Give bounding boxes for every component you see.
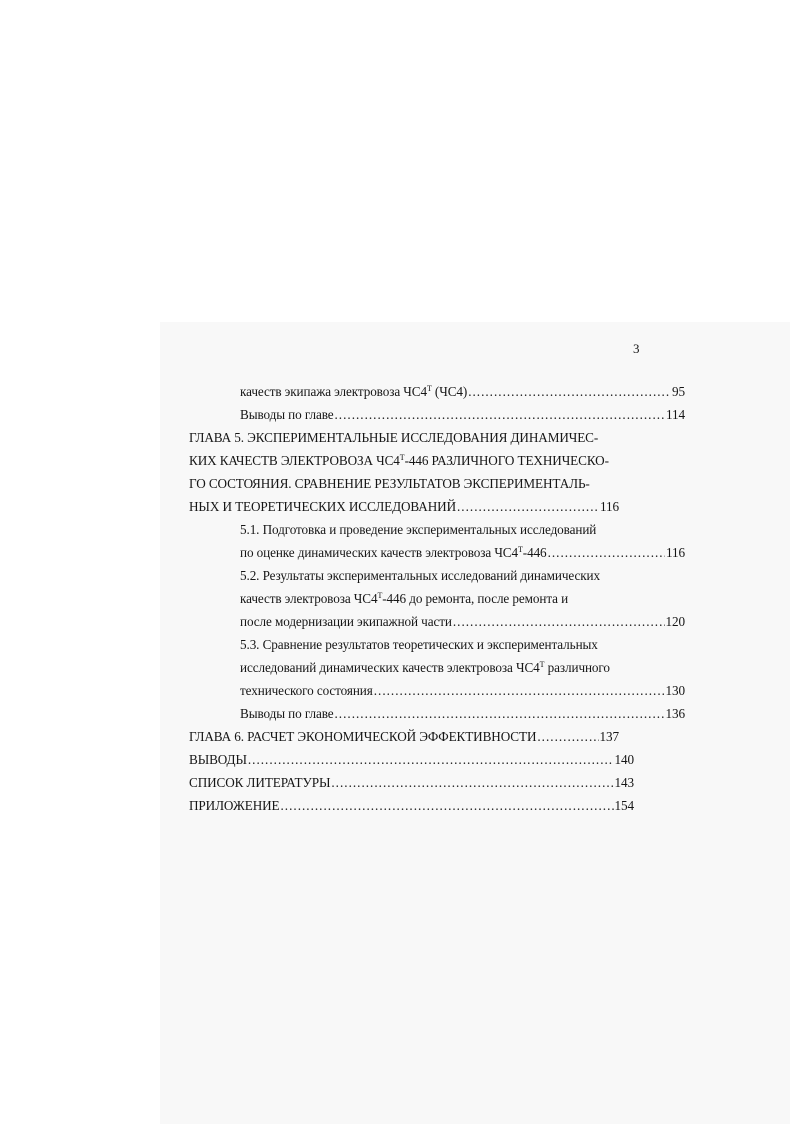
leader-dots bbox=[453, 610, 665, 633]
leader-dots bbox=[335, 403, 666, 426]
toc-subsection[interactable]: 5.2. Результаты экспериментальных исследований динамических bbox=[240, 568, 600, 583]
toc-page-number: 137 bbox=[599, 729, 619, 744]
leader-dots bbox=[537, 725, 598, 748]
toc-subsection-continued[interactable]: качеств электровоза $ЧС4^Т-446$ до ремонта, после ремонта и bbox=[240, 591, 569, 606]
toc-page-number: 143 bbox=[614, 775, 634, 790]
leader-dots bbox=[468, 380, 671, 403]
leader-dots bbox=[457, 495, 599, 518]
toc-entry[interactable]: ВЫВОДЫ ..... 140 bbox=[189, 748, 634, 771]
toc-page-number: 116 bbox=[666, 545, 685, 560]
toc-subsection-continued[interactable]: после модернизации экипажной части ..... 120 bbox=[189, 610, 685, 633]
toc-entry[interactable]: качеств экипажа электровоза $ЧС4^Т$ (ЧС4) ..... 95 bbox=[189, 380, 685, 403]
toc-entry[interactable]: ГЛАВА 6. РАСЧЕТ ЭКОНОМИЧЕСКОЙ ЭФФЕКТИВНОСТИ ..... 137 bbox=[189, 725, 619, 748]
toc-page-number: 140 bbox=[614, 752, 634, 767]
toc-entry-continued[interactable]: ГО СОСТОЯНИЯ. СРАВНЕНИЕ РЕЗУЛЬТАТОВ ЭКСПЕРИМЕНТАЛЬ- bbox=[189, 476, 590, 491]
toc-entry[interactable]: Выводы по главе ..... 114 bbox=[189, 403, 685, 426]
toc-page-number: 136 bbox=[665, 706, 685, 721]
toc-entry[interactable]: Выводы по главе ..... 136 bbox=[189, 702, 685, 725]
toc-subsection[interactable]: 5.1. Подготовка и проведение экспериментальных исследований bbox=[240, 522, 597, 537]
table-of-contents bbox=[189, 380, 685, 817]
toc-page-number: 95 bbox=[672, 384, 685, 399]
leader-dots bbox=[548, 541, 665, 564]
leader-dots bbox=[374, 679, 665, 702]
toc-subsection-continued[interactable]: по оценке динамических качеств электровоза $ЧС4^Т-446$ ..... 116 bbox=[189, 541, 685, 564]
toc-entry-continued[interactable]: КИХ КАЧЕСТВ ЭЛЕКТРОВОЗА $ЧС4^Т-446$ РАЗЛИЧНОГО ТЕХНИЧЕСКО- bbox=[189, 453, 609, 468]
toc-entry[interactable]: СПИСОК ЛИТЕРАТУРЫ ..... 143 bbox=[189, 771, 634, 794]
toc-entry[interactable]: ПРИЛОЖЕНИЕ ..... 154 bbox=[189, 794, 634, 817]
toc-entry[interactable]: ГЛАВА 5. ЭКСПЕРИМЕНТАЛЬНЫЕ ИССЛЕДОВАНИЯ ДИНАМИЧЕС- bbox=[189, 430, 599, 445]
toc-subsection-continued[interactable]: технического состояния ..... 130 bbox=[189, 679, 685, 702]
toc-entry-continued[interactable]: НЫХ И ТЕОРЕТИЧЕСКИХ ИССЛЕДОВАНИЙ ..... 116 bbox=[189, 495, 619, 518]
page-number: 3 bbox=[633, 341, 640, 356]
toc-page-number: 120 bbox=[665, 614, 685, 629]
leader-dots bbox=[281, 794, 614, 817]
toc-page-number: 130 bbox=[665, 683, 685, 698]
leader-dots bbox=[335, 702, 665, 725]
toc-page-number: 116 bbox=[600, 499, 619, 514]
leader-dots bbox=[248, 748, 614, 771]
toc-subsection-continued[interactable]: исследований динамических качеств электровоза $ЧС4^Т$ различного bbox=[240, 660, 610, 675]
toc-subsection[interactable]: 5.3. Сравнение результатов теоретических и экспериментальных bbox=[240, 637, 598, 652]
toc-page-number: 154 bbox=[614, 798, 634, 813]
leader-dots bbox=[331, 771, 613, 794]
toc-page-number: 114 bbox=[666, 407, 685, 422]
